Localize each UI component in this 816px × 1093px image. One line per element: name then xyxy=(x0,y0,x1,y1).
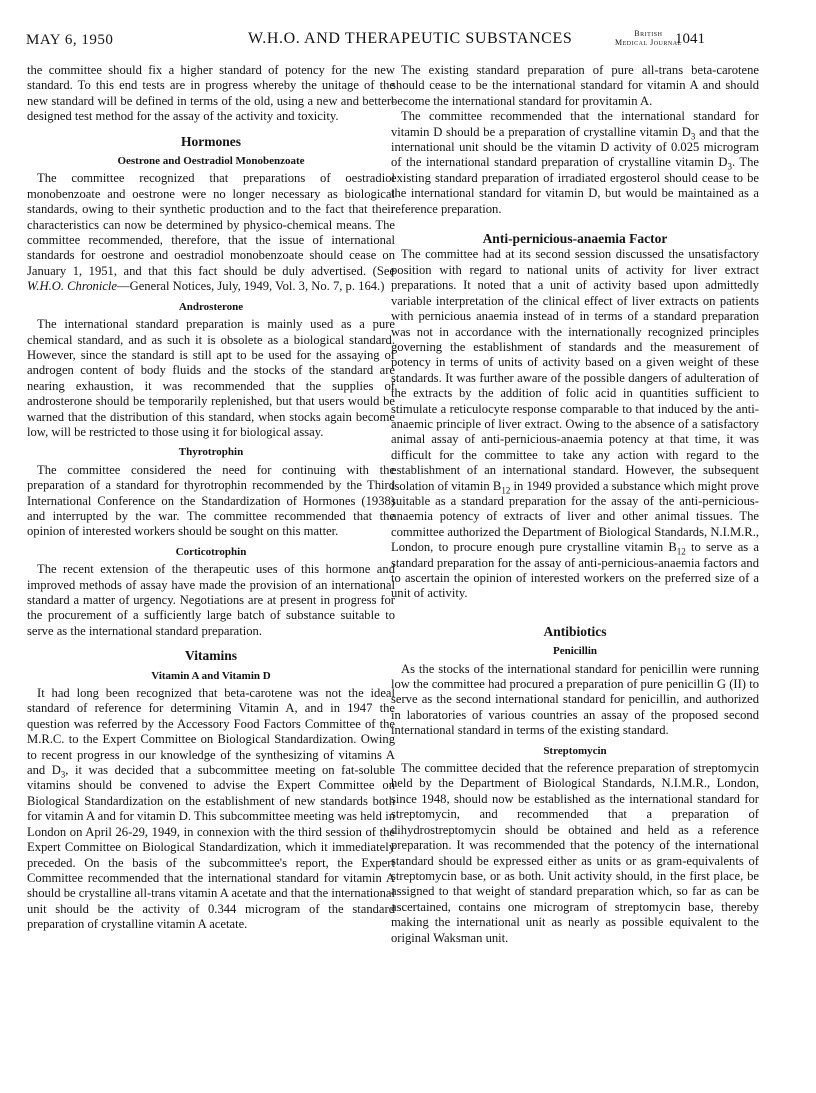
page-number: 1041 xyxy=(675,31,705,47)
subheading-androsterone: Androsterone xyxy=(178,300,244,313)
continuation-paragraph: the committee should fix a higher standard of potency for the new standard. To this end tests are in progress whereby the unitage of the new standard will be defined in terms of the old, using a new and better-designed test method for the assay of the activity and toxicity. xyxy=(27,63,395,124)
running-header xyxy=(26,26,798,56)
penicillin-paragraph: As the stocks of the international standard for penicillin were running low the committee had procured a preparation of pure penicillin G (II) to serve as the second international standard for penicillin, and authorized in laboratories of various countries an assay of the proposed second international standard in terms of the existing standard. xyxy=(391,661,759,738)
provitamin-paragraph: The existing standard preparation of pure all-trans beta-carotene should cease to be the international standard for vitamin A and should become the international standard for provitamin A. xyxy=(391,63,759,108)
journal-name-line2: Medical Journal xyxy=(615,38,682,47)
journal-name xyxy=(615,29,682,47)
subheading-thyrotrophin: Thyrotrophin xyxy=(178,446,244,459)
anaemia-subscript-1: 12 xyxy=(501,485,511,496)
oestrone-text: The committee recognized that preparations of oestradiol monobenzoate and oestrone were no longer necessary as biological standards, owing to their synthetic production and to the fact that their characteristics can now be determined by physico-chemical means. The committee recommended, therefore, that the issue of international standards for oestrone and oestradiol monobenzoate should cease on January 1, 1951, and that this fact should be duly advertised. (See xyxy=(27,171,395,278)
header-date: MAY 6, 1950 xyxy=(26,32,114,48)
oestrone-paragraph xyxy=(27,171,395,294)
vitamin-d-text-a: The committee recommended that the international standard for vitamin D should be a preparation of crystalline vitamin D xyxy=(391,109,759,139)
anaemia-text-b: in 1949 provided a substance which might prove suitable as a standard preparation for the assay of the anti-pernicious-anaemia potency of extracts of liver and other animal tissues. The committee authorized the Department of Biological Standards, N.I.M.R., London, to procure enough pure crystalline vitamin B xyxy=(391,478,759,555)
vitamins-text-a: It had long been recognized that beta-carotene was not the ideal standard of reference for determining Vitamin A, and in 1947 the question was referred by the Accessory Food Factors Committee of the M.R.C. to the Expert Committee on Biological Standardization. Owing to recent progress in our knowledge of the synthesizing of vitamins A and D xyxy=(27,686,395,778)
vitamin-d-text-b: and that the international unit should be the vitamin D activity of 0.025 microgram of the international standard preparation of crystalline vitamin D xyxy=(391,124,759,170)
section-heading-hormones: Hormones xyxy=(181,133,241,149)
subheading-oestrone: Oestrone and Oestradiol Monobenzoate xyxy=(117,155,305,168)
section-heading-vitamins: Vitamins xyxy=(184,648,237,664)
right-column xyxy=(391,63,759,946)
androsterone-paragraph: The international standard preparation is mainly used as a pure chemical standard, and as such it is obsolete as a biological standard. However, since the standard is still apt to be used for the assaying of androgen content of body fluids and the stocks of the standard are nearing exhaustion, it was recommended that the supplies of androsterone should be temporarily replenished, but that users would be warned that the distribution of this standard, when stocks again become low, will be restricted to those using it for biological assay. xyxy=(27,317,395,439)
vitamins-text-b: , it was decided that a subcommittee meeting on fat-soluble vitamins should be convened to advise the Expert Committee on Biological Standardization on the establishment of new standards both for vitamin A and for vitamin D. This subcommittee meeting was held in London on April 26-29, 1949, in connexion with the third session of the Expert Committee on Biological Standardization, which it immediately preceded. On the basis of the subcommittee's report, the Expert Committee recommended that the international standard for vitamin A should be crystalline all-trans vitamin A acetate and that the international unit should be the activity of 0.344 microgram of the standard preparation of crystalline vitamin A acetate. xyxy=(27,763,395,932)
anaemia-text-a: The committee had at its second session discussed the unsatisfactory position with regard to national units of activity for liver extract preparations. It noted that a unit of activity based upon admittedly variable interpretation of the clinical effect of liver extracts on patients with pernicious anaemia instead of in terms of a standard preparation was not in accordance with the internationally recognized principles governing the establishment of standards and the measurement of potency in terms of units of activity based on a given weight of these standards. It was further aware of the possible dangers of adulteration of the extracts by the addition of folic acid in quantities sufficient to stimulate a reticulocyte response comparable to that induced by the anti-anaemic principle of liver extract. Owing to the absence of a satisfactory animal assay of anti-pernicious-anaemia potency at that time, it was difficult for the committee to take any action with regard to the establishment of an international standard. However, the subsequent isolation of vitamin B xyxy=(391,247,759,493)
section-heading-antibiotics: Antibiotics xyxy=(543,623,607,639)
vitamin-d-text-c: . The existing standard preparation of irradiated ergosterol should cease to be the international standard for vitamin D, but would be maintained as a reference preparation. xyxy=(391,155,760,216)
subheading-corticotrophin: Corticotrophin xyxy=(175,545,247,558)
vitamins-subscript: 3 xyxy=(60,769,66,780)
subheading-streptomycin: Streptomycin xyxy=(543,744,607,757)
vitamin-d-subscript-2: 3 xyxy=(727,161,732,172)
anaemia-subscript-2: 12 xyxy=(676,546,686,557)
vitamin-d-paragraph xyxy=(391,109,759,217)
vitamin-d-subscript-1: 3 xyxy=(690,131,696,142)
thyrotrophin-paragraph: The committee considered the need for continuing with the preparation of a standard for thyrotrophin recommended by the Third International Conference on the Standardization of Hormones (1938) and interrupted by the war. The committee recommended that the opinion of interested workers should be sought on this matter. xyxy=(27,462,395,539)
anaemia-text-c: to serve as a standard preparation for the assay of anti-pernicious-anaemia factors and to ascertain the opinion of interested workers on the preferred size of a unit of activity. xyxy=(391,540,759,601)
oestrone-citation: W.H.O. Chronicle xyxy=(27,279,118,294)
streptomycin-paragraph: The committee decided that the reference preparation of streptomycin held by the Department of Biological Standards, N.I.M.R., London, since 1948, should now be established as the international standard for streptomycin, and recommended that a preparation of dihydrostreptomycin should be obtained and held as a reference preparation. It was recommended that the potency of the international standard should be expressed either as units or as gram-equivalents of streptomycin base, or as both. Unit activity should, in the first place, be assigned to that weight of standard preparation which, so far as can be ascertained, contains one microgram of streptomycin base, thereby making the international unit as nearly as possible equivalent to the original Waksman unit. xyxy=(391,761,759,945)
section-heading-anaemia: Anti-pernicious-anaemia Factor xyxy=(482,231,668,247)
journal-name-line1: British xyxy=(634,29,663,38)
left-column xyxy=(27,63,395,933)
oestrone-citation-tail: —General Notices, July, 1949, Vol. 3, No. 7, p. 164.) xyxy=(117,279,385,294)
vitamins-paragraph xyxy=(27,686,395,933)
header-title: W.H.O. AND THERAPEUTIC SUBSTANCES xyxy=(248,30,573,47)
corticotrophin-paragraph: The recent extension of the therapeutic uses of this hormone and improved methods of assay have made the provision of an international standard a matter of urgency. Negotiations are at present in progress for the procurement of a sufficiently large batch of substance suitable to serve as the international standard preparation. xyxy=(27,562,395,638)
subheading-penicillin: Penicillin xyxy=(553,645,597,658)
anaemia-paragraph xyxy=(391,247,759,601)
subheading-vitamin-a-d: Vitamin A and Vitamin D xyxy=(151,669,271,682)
